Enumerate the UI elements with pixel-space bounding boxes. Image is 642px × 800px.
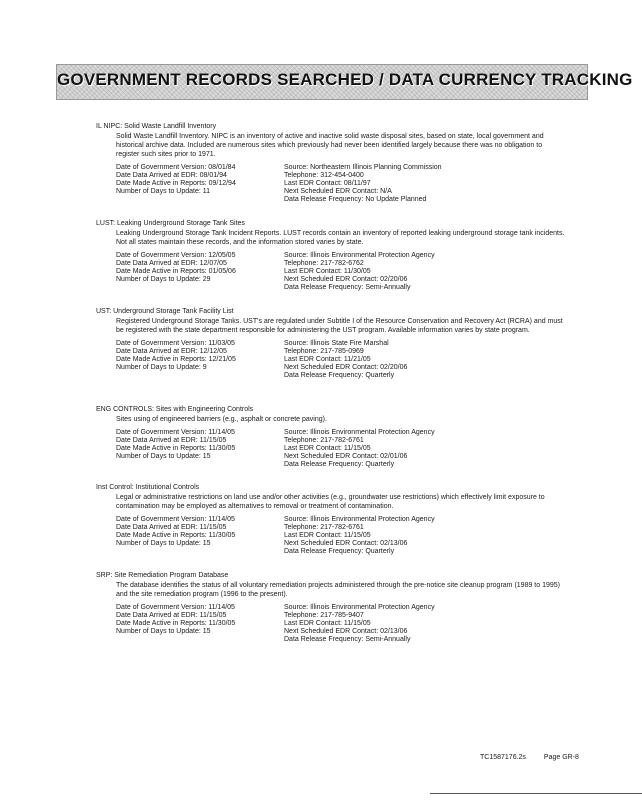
title-banner xyxy=(56,64,633,100)
meta-row: Date Data Arrived at EDR: 11/15/05 xyxy=(116,437,227,444)
meta-row: Date Data Arrived at EDR: 12/12/05 xyxy=(116,348,227,355)
page-footer xyxy=(480,754,579,761)
record-section xyxy=(96,122,566,204)
record-section xyxy=(96,219,566,292)
meta-row: Next Scheduled EDR Contact: 02/01/06 xyxy=(284,453,408,460)
meta-row: Last EDR Contact: 08/11/97 xyxy=(284,180,371,187)
section-heading xyxy=(96,122,566,131)
meta-row: Date of Government Version: 11/03/05 xyxy=(116,340,235,347)
section-description: Solid Waste Landfill Inventory. NIPC is an inventory of active and inactive solid waste disposal sites, based on state, local government and historical archive data. Included are numerous sites which previously had never been identified largely because there was no obligation to register such sites prior to 1971. xyxy=(116,133,544,158)
section-metadata xyxy=(116,429,566,469)
record-section xyxy=(96,405,566,469)
meta-row: Telephone: 217-785-9407 xyxy=(284,612,364,619)
meta-row: Telephone: 217-782-6761 xyxy=(284,437,364,444)
meta-row: Data Release Frequency: Quarterly xyxy=(284,548,395,555)
meta-row: Telephone: 312-454-0400 xyxy=(284,172,364,179)
version-dates xyxy=(116,604,286,636)
meta-row: Last EDR Contact: 11/15/05 xyxy=(284,532,371,539)
meta-row: Date Data Arrived at EDR: 08/01/94 xyxy=(116,172,227,179)
section-heading xyxy=(96,405,566,414)
document-id: TC1587176.2s xyxy=(480,754,526,761)
section-description: Sites using of engineered barriers (e.g., asphalt or concrete paving). xyxy=(116,416,327,423)
meta-row: Data Release Frequency: Semi-Annually xyxy=(284,636,411,643)
record-section xyxy=(96,571,566,644)
record-section xyxy=(96,483,566,556)
page-title: GOVERNMENT RECORDS SEARCHED / DATA CURRENCY TRACKING xyxy=(57,70,633,89)
record-section xyxy=(96,307,566,380)
section-name: Institutional Controls xyxy=(135,484,200,491)
section-metadata xyxy=(116,252,566,292)
meta-row: Source: Illinois State Fire Marshal xyxy=(284,340,389,347)
meta-row: Date of Government Version: 11/14/05 xyxy=(116,604,235,611)
meta-row: Number of Days to Update: 15 xyxy=(116,540,211,547)
section-metadata xyxy=(116,516,566,556)
source-info xyxy=(284,604,574,644)
meta-row: Date of Government Version: 11/14/05 xyxy=(116,516,235,523)
section-heading xyxy=(96,219,566,228)
version-dates xyxy=(116,252,286,284)
source-info xyxy=(284,164,574,204)
version-dates xyxy=(116,164,286,196)
meta-row: Date Data Arrived at EDR: 12/07/05 xyxy=(116,260,227,267)
meta-row: Source: Illinois Environmental Protection Agency xyxy=(284,429,435,436)
section-heading xyxy=(96,483,566,492)
meta-row: Source: Northeastern Illinois Planning Commission xyxy=(284,164,442,171)
section-name: Sites with Engineering Controls xyxy=(155,406,254,413)
section-name: Solid Waste Landfill Inventory xyxy=(124,123,217,130)
meta-row: Number of Days to Update: 15 xyxy=(116,453,211,460)
meta-row: Next Scheduled EDR Contact: 02/20/06 xyxy=(284,276,408,283)
meta-row: Date Data Arrived at EDR: 11/15/05 xyxy=(116,612,227,619)
section-metadata xyxy=(116,604,566,644)
meta-row: Number of Days to Update: 11 xyxy=(116,188,211,195)
meta-row: Source: Illinois Environmental Protection Agency xyxy=(284,516,435,523)
source-info xyxy=(284,252,574,292)
meta-row: Data Release Frequency: No Update Planned xyxy=(284,196,427,203)
meta-row: Data Release Frequency: Semi-Annually xyxy=(284,284,411,291)
section-code: SRP: xyxy=(96,572,113,579)
section-name: Underground Storage Tank Facility List xyxy=(113,308,234,315)
section-name: Leaking Underground Storage Tank Sites xyxy=(117,220,245,227)
section-code: LUST: xyxy=(96,220,116,227)
section-metadata xyxy=(116,164,566,204)
meta-row: Date Data Arrived at EDR: 11/15/05 xyxy=(116,524,227,531)
section-name: Site Remediation Program Database xyxy=(114,572,229,579)
meta-row: Last EDR Contact: 11/21/05 xyxy=(284,356,371,363)
meta-row: Telephone: 217-785-0969 xyxy=(284,348,364,355)
meta-row: Date Made Active in Reports: 11/30/05 xyxy=(116,445,236,452)
version-dates xyxy=(116,516,286,548)
scan-edge-divider xyxy=(430,793,642,794)
meta-row: Last EDR Contact: 11/15/05 xyxy=(284,620,371,627)
meta-row: Last EDR Contact: 11/15/05 xyxy=(284,445,371,452)
meta-row: Data Release Frequency: Quarterly xyxy=(284,461,395,468)
meta-row: Source: Illinois Environmental Protection Agency xyxy=(284,252,435,259)
section-code: UST: xyxy=(96,308,112,315)
meta-row: Next Scheduled EDR Contact: 02/20/06 xyxy=(284,364,408,371)
section-code: IL NIPC: xyxy=(96,123,123,130)
meta-row: Date of Government Version: 12/05/05 xyxy=(116,252,236,259)
meta-row: Date Made Active in Reports: 11/30/05 xyxy=(116,532,236,539)
section-description: Legal or administrative restrictions on land use and/or other activities (e.g., groundwater use restrictions) which effectively limit exposure to contamination may be employed as alternatives to removal or treatment of contamination. xyxy=(116,494,545,510)
meta-row: Next Scheduled EDR Contact: N/A xyxy=(284,188,392,195)
page-number: Page GR-8 xyxy=(543,754,579,761)
meta-row: Next Scheduled EDR Contact: 02/13/06 xyxy=(284,540,408,547)
section-metadata xyxy=(116,340,566,380)
meta-row: Data Release Frequency: Quarterly xyxy=(284,372,395,379)
section-heading xyxy=(96,307,566,316)
section-description: The database identifies the status of all voluntary remediation projects administered through the pre-notice site cleanup program (1989 to 1995) and the site remediation program (1996 to the present). xyxy=(116,582,560,598)
version-dates xyxy=(116,429,286,461)
section-code: Inst Control: xyxy=(96,484,134,491)
meta-row: Last EDR Contact: 11/30/05 xyxy=(284,268,371,275)
section-description: Registered Underground Storage Tanks. UST's are regulated under Subtitle I of the Resource Conservation and Recovery Act (RCRA) and must be registered with the state department responsible for administering the UST program. Available information varies by state program. xyxy=(116,318,563,334)
meta-row: Next Scheduled EDR Contact: 02/13/06 xyxy=(284,628,408,635)
meta-row: Source: Illinois Environmental Protection Agency xyxy=(284,604,435,611)
meta-row: Date Made Active in Reports: 09/12/94 xyxy=(116,180,236,187)
meta-row: Date Made Active in Reports: 11/30/05 xyxy=(116,620,236,627)
meta-row: Telephone: 217-782-6762 xyxy=(284,260,364,267)
source-info xyxy=(284,340,574,380)
meta-row: Date Made Active in Reports: 01/05/06 xyxy=(116,268,236,275)
section-heading xyxy=(96,571,566,580)
source-info xyxy=(284,429,574,469)
meta-row: Number of Days to Update: 29 xyxy=(116,276,211,283)
meta-row: Date Made Active in Reports: 12/21/05 xyxy=(116,356,236,363)
meta-row: Date of Government Version: 08/01/84 xyxy=(116,164,236,171)
source-info xyxy=(284,516,574,556)
meta-row: Telephone: 217-782-6761 xyxy=(284,524,364,531)
section-code: ENG CONTROLS: xyxy=(96,406,154,413)
meta-row: Number of Days to Update: 9 xyxy=(116,364,207,371)
meta-row: Number of Days to Update: 15 xyxy=(116,628,211,635)
section-description: Leaking Underground Storage Tank Incident Reports. LUST records contain an inventory of reported leaking underground storage tank incidents. Not all states maintain these records, and the information stored varies by state. xyxy=(116,230,565,246)
version-dates xyxy=(116,340,286,372)
meta-row: Date of Government Version: 11/14/05 xyxy=(116,429,235,436)
